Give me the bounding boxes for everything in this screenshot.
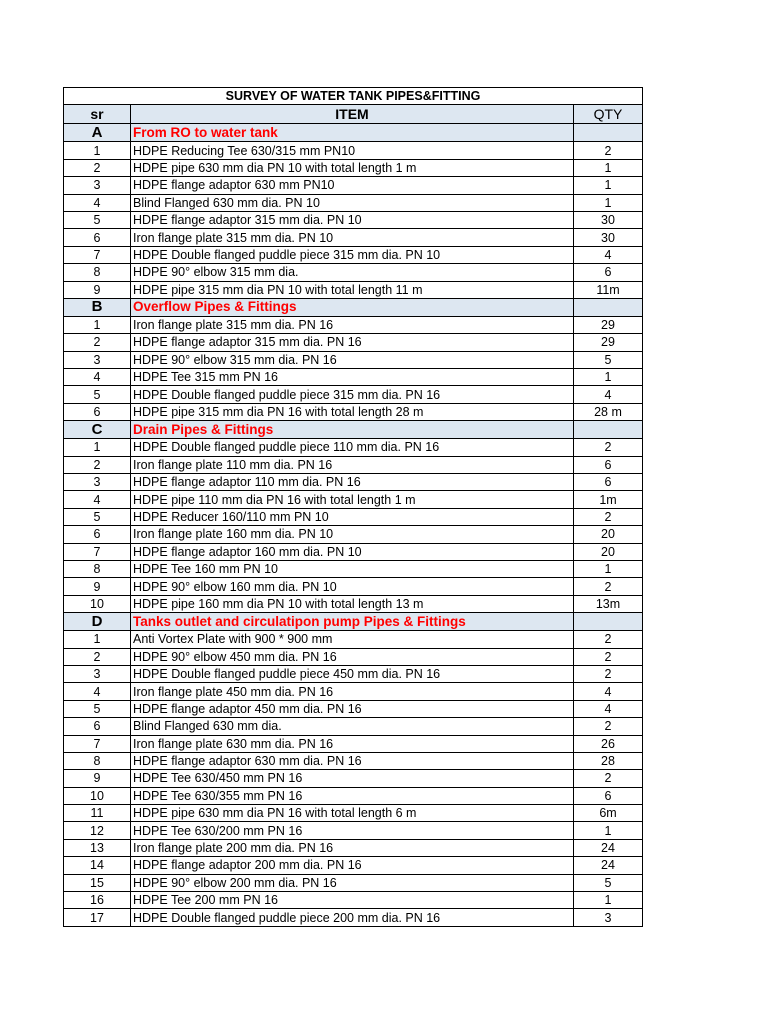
row-sr: 4 xyxy=(64,369,131,386)
row-sr: 5 xyxy=(64,508,131,525)
row-qty: 2 xyxy=(574,648,643,665)
row-item: HDPE Tee 315 mm PN 16 xyxy=(131,369,574,386)
row-item: HDPE 90° elbow 315 mm dia. xyxy=(131,264,574,281)
row-qty: 2 xyxy=(574,631,643,648)
section-title: From RO to water tank xyxy=(131,124,574,142)
row-qty: 1m xyxy=(574,491,643,508)
row-item: HDPE Tee 200 mm PN 16 xyxy=(131,892,574,909)
row-item: HDPE 90° elbow 315 mm dia. PN 16 xyxy=(131,351,574,368)
row-sr: 7 xyxy=(64,735,131,752)
row-sr: 9 xyxy=(64,770,131,787)
title-row xyxy=(64,88,643,105)
row-sr: 6 xyxy=(64,526,131,543)
row-sr: 14 xyxy=(64,857,131,874)
row-sr: 8 xyxy=(64,560,131,577)
row-item: HDPE flange adaptor 110 mm dia. PN 16 xyxy=(131,474,574,491)
row-item: HDPE flange adaptor 160 mm dia. PN 10 xyxy=(131,543,574,560)
table-row xyxy=(64,508,643,525)
row-qty: 6 xyxy=(574,456,643,473)
row-item: HDPE Tee 160 mm PN 10 xyxy=(131,560,574,577)
row-sr: 3 xyxy=(64,177,131,194)
row-qty: 11m xyxy=(574,281,643,298)
header-qty: QTY xyxy=(574,105,643,124)
table-row xyxy=(64,578,643,595)
row-qty: 4 xyxy=(574,700,643,717)
row-item: HDPE pipe 110 mm dia PN 16 with total length 1 m xyxy=(131,491,574,508)
row-sr: 6 xyxy=(64,403,131,420)
row-sr: 5 xyxy=(64,386,131,403)
section-qty-cell xyxy=(574,124,643,142)
section-letter: B xyxy=(64,298,131,316)
table-row xyxy=(64,316,643,333)
table-row xyxy=(64,264,643,281)
table-row xyxy=(64,246,643,263)
header-row xyxy=(64,105,643,124)
row-item: HDPE flange adaptor 200 mm dia. PN 16 xyxy=(131,857,574,874)
row-item: Anti Vortex Plate with 900 * 900 mm xyxy=(131,631,574,648)
row-item: HDPE Double flanged puddle piece 450 mm dia. PN 16 xyxy=(131,665,574,682)
header-sr: sr xyxy=(64,105,131,124)
row-item: HDPE Double flanged puddle piece 315 mm dia. PN 10 xyxy=(131,246,574,263)
row-item: Iron flange plate 160 mm dia. PN 10 xyxy=(131,526,574,543)
table-row xyxy=(64,211,643,228)
row-qty: 1 xyxy=(574,177,643,194)
row-qty: 6 xyxy=(574,474,643,491)
table-row xyxy=(64,839,643,856)
section-row xyxy=(64,298,643,316)
table-row xyxy=(64,718,643,735)
row-qty: 1 xyxy=(574,822,643,839)
survey-table-body xyxy=(64,88,643,927)
row-sr: 2 xyxy=(64,334,131,351)
row-qty: 3 xyxy=(574,909,643,926)
row-qty: 28 xyxy=(574,752,643,769)
row-qty: 4 xyxy=(574,246,643,263)
row-item: HDPE pipe 630 mm dia PN 16 with total length 6 m xyxy=(131,805,574,822)
section-title: Tanks outlet and circulatipon pump Pipes & Fittings xyxy=(131,613,574,631)
row-sr: 7 xyxy=(64,543,131,560)
table-row xyxy=(64,229,643,246)
row-qty: 6m xyxy=(574,805,643,822)
row-qty: 30 xyxy=(574,211,643,228)
table-row xyxy=(64,595,643,612)
row-qty: 4 xyxy=(574,683,643,700)
section-qty-cell xyxy=(574,298,643,316)
table-row xyxy=(64,683,643,700)
row-qty: 1 xyxy=(574,892,643,909)
row-sr: 2 xyxy=(64,456,131,473)
row-item: Iron flange plate 315 mm dia. PN 10 xyxy=(131,229,574,246)
row-qty: 20 xyxy=(574,543,643,560)
row-qty: 13m xyxy=(574,595,643,612)
row-qty: 5 xyxy=(574,351,643,368)
row-sr: 6 xyxy=(64,229,131,246)
row-qty: 28 m xyxy=(574,403,643,420)
row-sr: 7 xyxy=(64,246,131,263)
table-row xyxy=(64,770,643,787)
table-row xyxy=(64,351,643,368)
row-item: HDPE pipe 315 mm dia PN 16 with total length 28 m xyxy=(131,403,574,420)
row-item: HDPE Tee 630/450 mm PN 16 xyxy=(131,770,574,787)
row-qty: 2 xyxy=(574,508,643,525)
row-sr: 8 xyxy=(64,264,131,281)
row-sr: 13 xyxy=(64,839,131,856)
row-sr: 3 xyxy=(64,474,131,491)
table-row xyxy=(64,403,643,420)
row-item: Iron flange plate 200 mm dia. PN 16 xyxy=(131,839,574,856)
row-sr: 16 xyxy=(64,892,131,909)
section-letter: A xyxy=(64,124,131,142)
table-row xyxy=(64,892,643,909)
section-qty-cell xyxy=(574,421,643,439)
row-qty: 2 xyxy=(574,142,643,159)
section-title: Overflow Pipes & Fittings xyxy=(131,298,574,316)
row-qty: 2 xyxy=(574,578,643,595)
row-sr: 6 xyxy=(64,718,131,735)
row-item: HDPE pipe 630 mm dia PN 10 with total length 1 m xyxy=(131,159,574,176)
row-qty: 20 xyxy=(574,526,643,543)
table-row xyxy=(64,752,643,769)
table-row xyxy=(64,787,643,804)
table-row xyxy=(64,491,643,508)
row-item: Iron flange plate 315 mm dia. PN 16 xyxy=(131,316,574,333)
row-sr: 17 xyxy=(64,909,131,926)
table-row xyxy=(64,439,643,456)
table-row xyxy=(64,194,643,211)
table-row xyxy=(64,177,643,194)
row-qty: 26 xyxy=(574,735,643,752)
table-row xyxy=(64,526,643,543)
table-row xyxy=(64,456,643,473)
row-item: HDPE Reducing Tee 630/315 mm PN10 xyxy=(131,142,574,159)
row-qty: 29 xyxy=(574,316,643,333)
row-qty: 2 xyxy=(574,718,643,735)
row-sr: 1 xyxy=(64,631,131,648)
row-qty: 24 xyxy=(574,857,643,874)
table-row xyxy=(64,369,643,386)
row-item: Iron flange plate 110 mm dia. PN 16 xyxy=(131,456,574,473)
row-sr: 9 xyxy=(64,281,131,298)
table-row xyxy=(64,665,643,682)
row-item: Blind Flanged 630 mm dia. PN 10 xyxy=(131,194,574,211)
table-row xyxy=(64,735,643,752)
row-qty: 5 xyxy=(574,874,643,891)
row-item: HDPE Double flanged puddle piece 315 mm dia. PN 16 xyxy=(131,386,574,403)
row-qty: 1 xyxy=(574,369,643,386)
row-sr: 2 xyxy=(64,159,131,176)
row-item: HDPE flange adaptor 630 mm dia. PN 16 xyxy=(131,752,574,769)
table-row xyxy=(64,648,643,665)
row-qty: 24 xyxy=(574,839,643,856)
row-sr: 10 xyxy=(64,595,131,612)
survey-table xyxy=(63,87,643,927)
row-item: Iron flange plate 450 mm dia. PN 16 xyxy=(131,683,574,700)
sheet-title: SURVEY OF WATER TANK PIPES&FITTING xyxy=(64,88,643,105)
row-qty: 30 xyxy=(574,229,643,246)
table-row xyxy=(64,700,643,717)
row-qty: 1 xyxy=(574,159,643,176)
row-sr: 11 xyxy=(64,805,131,822)
table-row xyxy=(64,874,643,891)
row-sr: 12 xyxy=(64,822,131,839)
row-sr: 10 xyxy=(64,787,131,804)
row-item: HDPE pipe 315 mm dia PN 10 with total length 11 m xyxy=(131,281,574,298)
row-item: HDPE Tee 630/355 mm PN 16 xyxy=(131,787,574,804)
row-item: HDPE pipe 160 mm dia PN 10 with total length 13 m xyxy=(131,595,574,612)
row-item: Iron flange plate 630 mm dia. PN 16 xyxy=(131,735,574,752)
row-sr: 2 xyxy=(64,648,131,665)
row-sr: 5 xyxy=(64,211,131,228)
header-item: ITEM xyxy=(131,105,574,124)
table-row xyxy=(64,822,643,839)
row-qty: 6 xyxy=(574,787,643,804)
row-item: HDPE flange adaptor 630 mm PN10 xyxy=(131,177,574,194)
row-sr: 15 xyxy=(64,874,131,891)
table-row xyxy=(64,631,643,648)
section-qty-cell xyxy=(574,613,643,631)
table-row xyxy=(64,909,643,926)
row-sr: 3 xyxy=(64,351,131,368)
row-sr: 4 xyxy=(64,194,131,211)
table-row xyxy=(64,142,643,159)
row-qty: 4 xyxy=(574,386,643,403)
row-item: HDPE 90° elbow 160 mm dia. PN 10 xyxy=(131,578,574,595)
table-row xyxy=(64,386,643,403)
row-sr: 1 xyxy=(64,439,131,456)
row-item: HDPE 90° elbow 450 mm dia. PN 16 xyxy=(131,648,574,665)
section-row xyxy=(64,124,643,142)
row-qty: 1 xyxy=(574,560,643,577)
row-item: HDPE 90° elbow 200 mm dia. PN 16 xyxy=(131,874,574,891)
row-qty: 2 xyxy=(574,439,643,456)
row-item: HDPE Double flanged puddle piece 200 mm dia. PN 16 xyxy=(131,909,574,926)
row-item: HDPE Reducer 160/110 mm PN 10 xyxy=(131,508,574,525)
row-sr: 5 xyxy=(64,700,131,717)
row-sr: 1 xyxy=(64,316,131,333)
table-row xyxy=(64,281,643,298)
table-row xyxy=(64,543,643,560)
row-qty: 2 xyxy=(574,770,643,787)
row-item: HDPE flange adaptor 315 mm dia. PN 16 xyxy=(131,334,574,351)
row-qty: 6 xyxy=(574,264,643,281)
section-letter: D xyxy=(64,613,131,631)
table-row xyxy=(64,474,643,491)
row-sr: 4 xyxy=(64,683,131,700)
row-item: HDPE flange adaptor 315 mm dia. PN 10 xyxy=(131,211,574,228)
row-item: HDPE flange adaptor 450 mm dia. PN 16 xyxy=(131,700,574,717)
table-row xyxy=(64,334,643,351)
row-qty: 1 xyxy=(574,194,643,211)
table-row xyxy=(64,857,643,874)
table-row xyxy=(64,805,643,822)
row-sr: 3 xyxy=(64,665,131,682)
section-row xyxy=(64,421,643,439)
row-sr: 9 xyxy=(64,578,131,595)
row-sr: 8 xyxy=(64,752,131,769)
row-item: HDPE Double flanged puddle piece 110 mm dia. PN 16 xyxy=(131,439,574,456)
row-item: Blind Flanged 630 mm dia. xyxy=(131,718,574,735)
section-letter: C xyxy=(64,421,131,439)
table-row xyxy=(64,560,643,577)
section-title: Drain Pipes & Fittings xyxy=(131,421,574,439)
row-item: HDPE Tee 630/200 mm PN 16 xyxy=(131,822,574,839)
section-row xyxy=(64,613,643,631)
row-sr: 4 xyxy=(64,491,131,508)
row-qty: 2 xyxy=(574,665,643,682)
table-row xyxy=(64,159,643,176)
row-qty: 29 xyxy=(574,334,643,351)
row-sr: 1 xyxy=(64,142,131,159)
